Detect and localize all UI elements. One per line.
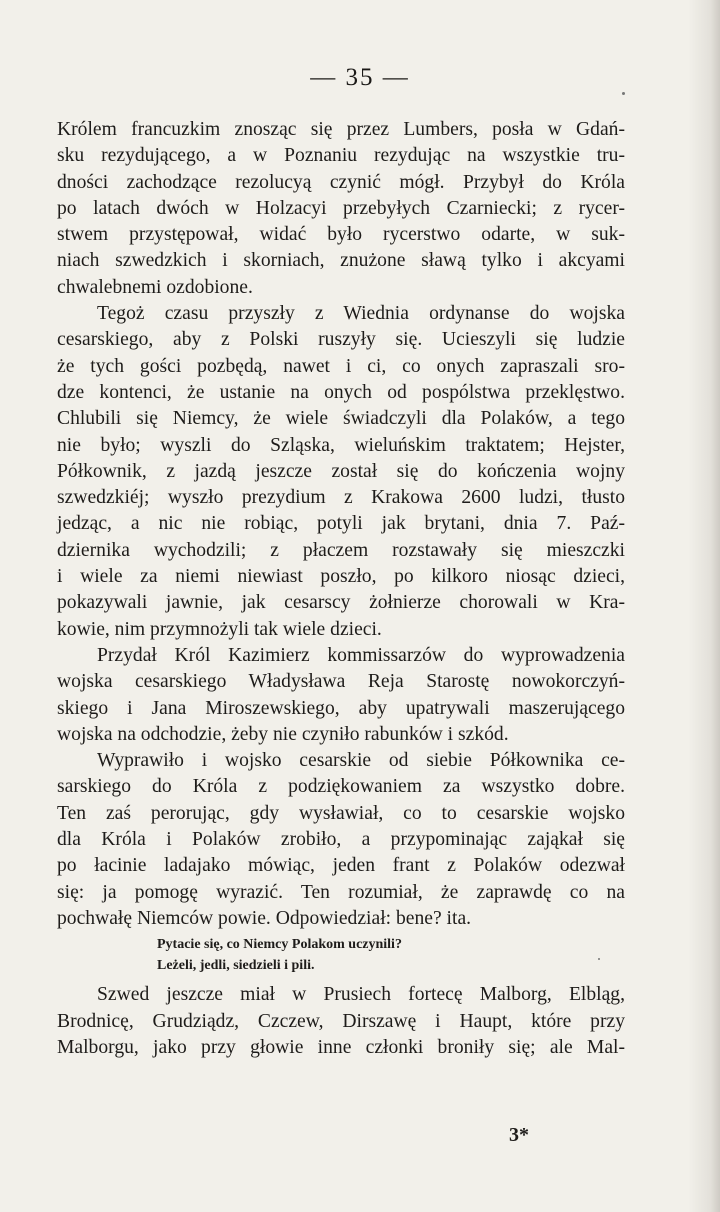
text-line: pokazywali jawnie, jak cesarscy żołnierze chorowali w Kra-: [57, 592, 625, 614]
paragraph-3: [57, 643, 625, 748]
printer-signature: 3*: [509, 1124, 529, 1146]
text-line: i wiele za niemi niewiast poszło, po kilkoro niosąc dzieci,: [57, 566, 625, 588]
paragraph-5: [57, 982, 625, 1061]
text-line: dziernika wychodzili; z płaczem rozstawały się mieszczki: [57, 539, 625, 561]
text-line: Przydał Król Kazimierz kommissarzów do wyprowadzenia: [97, 644, 625, 666]
paragraph-1: [57, 117, 625, 301]
text-line: niach szwedzkich i skorniach, znużone sławą tylko i akcyami: [57, 250, 625, 272]
text-line: Półkownik, z jazdą jeszcze został się do kończenia wojny: [57, 460, 625, 482]
text-line: po łacinie ladajako mówiąc, jeden frant z Polaków odezwał: [57, 855, 625, 877]
paragraph-4: [57, 748, 625, 932]
text-line: chwalebnemi ozdobione.: [57, 276, 253, 298]
text-line: wojska na odchodzie, żeby nie czyniło rabunków i szkód.: [57, 723, 509, 745]
text-line: wojska cesarskiego Władysława Reja Starostę nowokorczyń-: [57, 671, 625, 693]
text-line: kowie, nim przymnożyli tak wiele dzieci.: [57, 618, 382, 640]
page-number: — 35 —: [310, 64, 410, 91]
text-line: sarskiego do Króla z podziękowaniem za wszystko dobre.: [57, 776, 625, 798]
text-line: cesarskiego, aby z Polski ruszyły się. Ucieszyli się ludzie: [57, 329, 625, 351]
text-line: Tegoż czasu przyszły z Wiednia ordynanse do wojska: [97, 303, 625, 325]
text-line: Malborgu, jako przy głowie inne członki broniły się; ale Mal-: [57, 1036, 625, 1058]
text-line: po latach dwóch w Holzacyi przebyłych Czarniecki; z rycer-: [57, 197, 625, 219]
text-line: dla Króla i Polaków zrobiło, a przypominając zająkał się: [57, 829, 625, 851]
page-body: [57, 117, 625, 1061]
text-line: Ten zaś perorując, gdy wysławiał, co to cesarskie wojsko: [57, 802, 625, 824]
text-line: że tych gości pozbędą, nawet i ci, co onych zapraszali sro-: [57, 355, 625, 377]
verse-block: [57, 934, 625, 976]
text-line: dze kontenci, że ustanie na onych od pospólstwa przeklęstwo.: [57, 381, 625, 403]
page-fold-shadow: [688, 0, 720, 1212]
text-line: Królem francuzkim znosząc się przez Lumbers, posła w Gdań-: [57, 119, 625, 140]
text-line: jedząc, a nic nie robiąc, potyli jak brytani, dnia 7. Paź-: [57, 513, 625, 535]
verse-line: Pytacie się, co Niemcy Polakom uczynili?: [157, 937, 402, 953]
text-line: Chlubili się Niemcy, że wiele świadczyli dla Polaków, a tego: [57, 408, 625, 430]
text-line: nie było; wyszli do Szląska, wieluńskim traktatem; Hejster,: [57, 434, 625, 456]
text-line: pochwałę Niemców powie. Odpowiedział: bene? ita.: [57, 907, 472, 929]
text-line: skiego i Jana Miroszewskiego, aby upatrywali maszerującego: [57, 697, 625, 719]
text-line: Wyprawiło i wojsko cesarskie od siebie Półkownika ce-: [97, 750, 625, 772]
text-line: Brodnicę, Grudziądz, Czczew, Dirszawę i Haupt, które przy: [57, 1010, 625, 1032]
text-line: Szwed jeszcze miał w Prusiech fortecę Malborg, Elbląg,: [97, 984, 625, 1006]
verse-line: Leżeli, jedli, siedzieli i pili.: [157, 958, 315, 974]
text-line: szwedzkiéj; wyszło prezydium z Krakowa 2600 ludzi, tłusto: [57, 487, 625, 509]
paragraph-2: [57, 301, 625, 643]
text-line: się: ja pomogę wyrazić. Ten rozumiał, że zaprawdę co na: [57, 881, 625, 903]
text-line: stwem przystępował, widać było rycerstwo odarte, w suk-: [57, 224, 625, 246]
text-line: sku rezydującego, a w Poznaniu rezydując na wszystkie tru-: [57, 145, 625, 167]
scan-speck: [598, 958, 600, 960]
scan-speck: [622, 92, 625, 95]
text-line: dności zachodzące rezolucyą czynić mógł. Przybył do Króla: [57, 171, 625, 193]
